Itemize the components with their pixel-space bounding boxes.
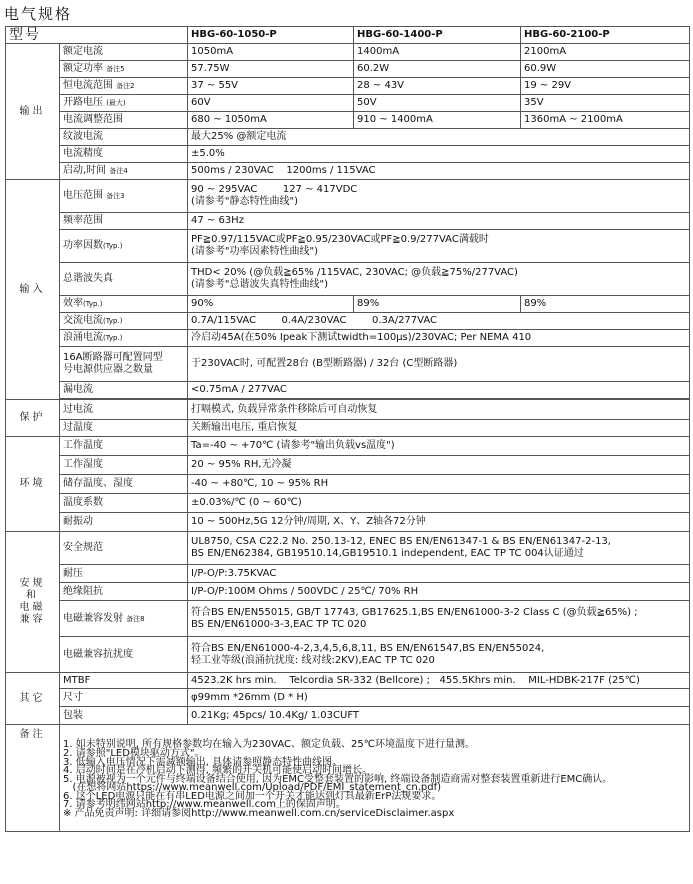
label-pf: 功率因数(Typ.) [60, 230, 188, 263]
model-header-row [6, 27, 690, 44]
row-breaker [6, 347, 690, 382]
note-ref: (最大) [106, 99, 126, 107]
label-overcurrent: 过电流 [60, 400, 188, 420]
note-ref: (Typ.) [83, 300, 103, 308]
note-ref: (Typ.) [103, 334, 123, 342]
label-efficiency: 效率(Typ.) [60, 296, 188, 313]
model-1: HBG-60-1050-P [188, 27, 354, 44]
row-pf [6, 230, 690, 263]
value: 符合BS EN/EN55015, GB/T 17743, GB17625.1,BS EN/EN61000-3-2 Class C (@负载≧65%) ; BS EN/EN61000-3-3,EAC TP TC 020 [188, 601, 690, 637]
row-overtemp [6, 420, 690, 437]
row-emc-emission [6, 601, 690, 637]
label-inrush: 浪涌电流(Typ.) [60, 330, 188, 347]
page-title: 电气规格 [4, 5, 73, 23]
label-emc-immunity: 电磁兼容抗扰度 [60, 637, 188, 673]
value: 冷启动45A(在50% Ipeak下测试twidth=100μs)/230VAC; Per NEMA 410 [188, 330, 690, 347]
note-line: 3. 低输入电压情况下需减额输出, 具体请参照静态特性曲线图。 [63, 756, 343, 768]
value: ±0.03%/℃ (0 ~ 60℃) [188, 494, 690, 513]
section-input: 输入 [6, 180, 60, 400]
value: 50V [354, 95, 521, 112]
label-current-adj: 电流调整范围 [60, 112, 188, 129]
row-storage [6, 475, 690, 494]
row-rated-current [6, 44, 690, 61]
label-ac-current: 交流电流(Typ.) [60, 313, 188, 330]
value: 0.7A/115VAC 0.4A/230VAC 0.3A/277VAC [188, 313, 690, 330]
label-voltage: 电压范围 备注3 [60, 180, 188, 213]
spec-table [5, 26, 690, 832]
label-storage: 储存温度、湿度 [60, 475, 188, 494]
value: 910 ~ 1400mA [354, 112, 521, 129]
note-ref: 备注5 [106, 65, 125, 73]
note-ref: (Typ.) [103, 317, 123, 325]
row-current-adj [6, 112, 690, 129]
notes-list [60, 725, 690, 832]
label-working-temp: 工作温度 [60, 437, 188, 456]
note-ref: 备注2 [116, 82, 135, 90]
note-ref: 备注4 [109, 167, 128, 175]
value: 500ms / 230VAC 1200ms / 115VAC [188, 163, 690, 180]
value: 90% [188, 296, 354, 313]
note-line: ※ 产品免责声明: 详细请参阅http://www.meanwell.com.cn/serviceDisclaimer.aspx [63, 808, 455, 820]
model-label: 型号 [6, 27, 188, 44]
value: 符合BS EN/EN61000-4-2,3,4,5,6,8,11, BS EN/EN61547,BS EN/EN55024, 轻工业等级(浪涌抗扰度: 线对线:2KV),EAC TP TC 020 [188, 637, 690, 673]
row-efficiency [6, 296, 690, 313]
label-open-circuit: 开路电压 (最大) [60, 95, 188, 112]
row-notes [6, 725, 690, 832]
value: 1360mA ~ 2100mA [521, 112, 690, 129]
value: 1050mA [188, 44, 354, 61]
model-3: HBG-60-2100-P [521, 27, 690, 44]
value: I/P-O/P:3.75KVAC [188, 565, 690, 583]
row-setup [6, 163, 690, 180]
note-line: (在想将网站https://www.meanwell.com/Upload/PDF/EMI_statement_cn.pdf) [63, 782, 442, 794]
row-dimension [6, 689, 690, 707]
label-thd: 总谐波失真 [60, 263, 188, 296]
note-line: 1. 如未特别说明, 所有规格参数均在输入为230VAC、额定负载、25℃环境温度下进行量测。 [63, 739, 475, 751]
section-notes: 备注 [6, 725, 60, 832]
section-environment: 环境 [6, 437, 60, 532]
label-breaker: 16A断路器可配置同型 号电源供应器之数量 [60, 347, 188, 382]
row-frequency [6, 213, 690, 230]
row-inrush [6, 330, 690, 347]
row-open-circuit [6, 95, 690, 112]
row-working-temp [6, 437, 690, 456]
section-others: 其它 [6, 673, 60, 725]
label-dimension: 尺寸 [60, 689, 188, 707]
value: PF≧0.97/115VAC或PF≧0.95/230VAC或PF≧0.9/277VAC满载时 (请参考"功率因素特性曲线") [188, 230, 690, 263]
row-accuracy [6, 146, 690, 163]
label-mtbf: MTBF [60, 673, 188, 689]
value: 0.21Kg; 45pcs/ 10.4Kg/ 1.03CUFT [188, 707, 690, 725]
label-working-humidity: 工作湿度 [60, 456, 188, 475]
row-temp-coeff [6, 494, 690, 513]
value: 37 ~ 55V [188, 78, 354, 95]
label-leakage: 漏电流 [60, 382, 188, 399]
value: ±5.0% [188, 146, 690, 163]
label-packing: 包装 [60, 707, 188, 725]
value: 89% [354, 296, 521, 313]
row-safety-standards [6, 532, 690, 565]
value: 4523.2K hrs min. Telcordia SR-332 (Bellcore) ; 455.5Khrs min. MIL-HDBK-217F (25℃) [188, 673, 690, 689]
label-setup: 启动,时间 备注4 [60, 163, 188, 180]
value: THD< 20% (@负载≧65% /115VAC, 230VAC; @负载≧75%/277VAC) (请参考"总谐波失真特性曲线") [188, 263, 690, 296]
value: Ta=-40 ~ +70℃ (请参考"输出负载vs温度") [188, 437, 690, 456]
row-mtbf [6, 673, 690, 689]
value: <0.75mA / 277VAC [188, 382, 690, 399]
value: 于230VAC时, 可配置28台 (B型断路器) / 32台 (C型断路器) [188, 347, 690, 382]
value: 60.2W [354, 61, 521, 78]
value: 19 ~ 29V [521, 78, 690, 95]
model-2: HBG-60-1400-P [354, 27, 521, 44]
value: 57.75W [188, 61, 354, 78]
note-line: 6. 这个LED电源只能在有串LED电源之间加一个开关才能达到灯具最新ErP法规要求。 [63, 790, 442, 802]
value: 10 ~ 500Hz,5G 12分钟/周期, X、Y、Z轴各72分钟 [188, 513, 690, 532]
row-rated-power [6, 61, 690, 78]
row-voltage [6, 180, 690, 213]
label-ripple: 纹波电流 [60, 129, 188, 146]
section-output: 输出 [6, 44, 60, 180]
value: -40 ~ +80℃, 10 ~ 95% RH [188, 475, 690, 494]
section-protection: 保护 [6, 400, 60, 437]
label-rated-power: 额定功率 备注5 [60, 61, 188, 78]
label-accuracy: 电流精度 [60, 146, 188, 163]
note-line: 5. 电源被视为一个元件与终端设备结合使用, 因为EMC受整套装置的影响, 终端设备制造商需对整套装置重新进行EMC确认。 [63, 773, 613, 785]
row-emc-immunity [6, 637, 690, 673]
value: 打嗝模式, 负载异常条件移除后可自动恢复 [188, 400, 690, 420]
label-isolation: 绝缘阻抗 [60, 583, 188, 601]
label-overtemp: 过温度 [60, 420, 188, 437]
value: 47 ~ 63Hz [188, 213, 690, 230]
label-cc-region: 恒电流范围 备注2 [60, 78, 188, 95]
section-safety-emc: 安规 和 电磁 兼容 [6, 532, 60, 673]
value: 35V [521, 95, 690, 112]
note-line: 2. 请参照"LED模块驱动方式"。 [63, 747, 205, 759]
value: 关断输出电压, 重启恢复 [188, 420, 690, 437]
value: φ99mm *26mm (D * H) [188, 689, 690, 707]
value: 60.9W [521, 61, 690, 78]
note-line: 7. 请参考明纬网站http://www.meanwell.com上的保固声明。 [63, 799, 346, 811]
value: 2100mA [521, 44, 690, 61]
row-withstand [6, 565, 690, 583]
value: 20 ~ 95% RH,无冷凝 [188, 456, 690, 475]
value: 89% [521, 296, 690, 313]
note-line: 4. 启动时间是在冷机启动下测得, 频繁的开关机可能使启动时间增长。 [63, 765, 373, 777]
row-working-humidity [6, 456, 690, 475]
label-emc-emission: 电磁兼容发射 备注8 [60, 601, 188, 637]
note-ref: (Typ.) [103, 242, 123, 250]
label-frequency: 频率范围 [60, 213, 188, 230]
row-leakage [6, 382, 690, 399]
value: 最大25% @额定电流 [188, 129, 690, 146]
row-ripple [6, 129, 690, 146]
value: I/P-O/P:100M Ohms / 500VDC / 25℃/ 70% RH [188, 583, 690, 601]
row-overcurrent [6, 400, 690, 420]
label-safety-standards: 安全规范 [60, 532, 188, 565]
note-ref: 备注3 [106, 192, 125, 200]
row-ac-current [6, 313, 690, 330]
label-rated-current: 额定电流 [60, 44, 188, 61]
value: 680 ~ 1050mA [188, 112, 354, 129]
row-vibration [6, 513, 690, 532]
value: 1400mA [354, 44, 521, 61]
row-isolation [6, 583, 690, 601]
note-ref: 备注8 [126, 614, 145, 623]
row-packing [6, 707, 690, 725]
value: 28 ~ 43V [354, 78, 521, 95]
value: 60V [188, 95, 354, 112]
row-thd [6, 263, 690, 296]
label-temp-coeff: 温度系数 [60, 494, 188, 513]
label-withstand: 耐压 [60, 565, 188, 583]
row-cc-region [6, 78, 690, 95]
value: UL8750, CSA C22.2 No. 250.13-12, ENEC BS EN/EN61347-1 & BS EN/EN61347-2-13, BS EN/EN62384, GB19510.14,GB19510.1 independent, EAC TP TC 004认证通过 [188, 532, 690, 565]
label-vibration: 耐振动 [60, 513, 188, 532]
value: 90 ~ 295VAC 127 ~ 417VDC (请参考"静态特性曲线") [188, 180, 690, 213]
